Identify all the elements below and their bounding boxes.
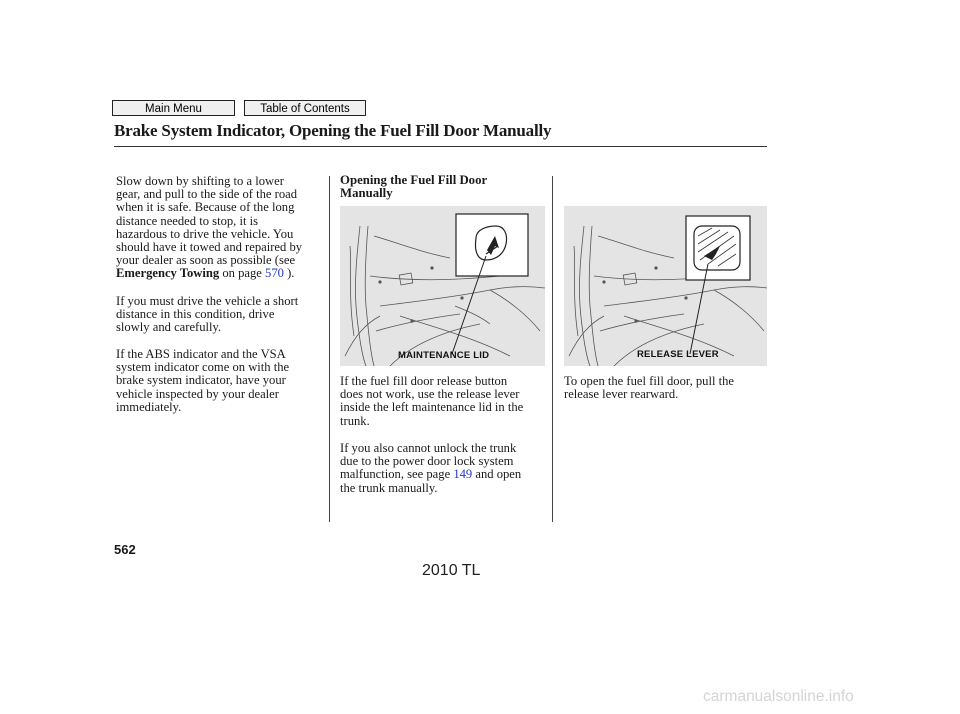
title-divider [114,146,767,147]
maintenance-lid-illustration [340,206,545,366]
page-title: Brake System Indicator, Opening the Fuel Fill Door Manually [114,121,552,140]
text-line: If the fuel fill door release button [340,374,508,388]
watermark: carmanualsonline.info [703,688,854,705]
text-line: hazardous to drive the vehicle. You [116,226,294,241]
middle-paragraph-1 [340,375,523,428]
table-of-contents-button[interactable]: Table of Contents [244,100,366,116]
left-paragraph-1 [116,175,302,281]
left-paragraph-3 [116,348,289,414]
text-line: does not work, use the release lever [340,387,520,402]
text-line: immediately. [116,399,182,414]
middle-paragraph-2 [340,442,521,495]
text-line: brake system indicator, have your [116,373,286,388]
trunk-interior-drawing [564,206,767,366]
ref-text: and open [475,467,522,482]
text-line: your dealer as soon as possible (see [116,253,296,268]
column-divider-left [329,176,330,522]
text-line: when it is safe. Because of the long [116,200,295,215]
heading-line: Manually [340,186,393,200]
text-line: If you also cannot unlock the trunk [340,441,517,455]
ref-end: ). [287,266,295,281]
text-line: the trunk manually. [340,480,438,495]
heading-line: Opening the Fuel Fill Door [340,173,488,187]
model-label: 2010 TL [422,562,481,579]
text-line: To open the fuel fill door, pull the [564,374,734,388]
release-lever-illustration [564,206,767,366]
text-line: vehicle inspected by your dealer [116,386,279,401]
ref-text: on page [222,266,262,281]
right-paragraph-1 [564,375,734,401]
maintenance-lid-caption: MAINTENANCE LID [398,350,490,361]
page-149-link[interactable]: 149 [453,467,473,482]
text-line: slowly and carefully. [116,320,222,335]
trunk-interior-drawing [340,206,545,366]
main-menu-button[interactable]: Main Menu [112,100,235,116]
text-line: distance needed to stop, it is [116,213,258,228]
text-line: Slow down by shifting to a lower [116,174,284,188]
text-line: If the ABS indicator and the VSA [116,347,286,361]
left-paragraph-2 [116,295,298,335]
reference-line [116,267,302,280]
text-line: distance in this condition, drive [116,307,275,322]
column-divider-right [552,176,553,522]
emergency-towing-ref: Emergency Towing [116,266,220,281]
text-line: If you must drive the vehicle a short [116,294,299,308]
section-heading [340,174,487,200]
text-line: gear, and pull to the side of the road [116,187,297,202]
page-number: 562 [114,542,136,557]
text-line: due to the power door lock system [340,454,514,469]
page-570-link[interactable]: 570 [265,266,284,281]
text-line: system indicator come on with the [116,360,290,375]
text-line: inside the left maintenance lid in the [340,400,524,415]
text-line: release lever rearward. [564,387,679,402]
release-lever-caption: RELEASE LEVER [637,349,719,360]
ref-text: malfunction, see page [340,467,451,482]
text-line: trunk. [340,413,370,428]
text-line: should have it towed and repaired by [116,240,303,255]
reference-line [340,468,521,481]
